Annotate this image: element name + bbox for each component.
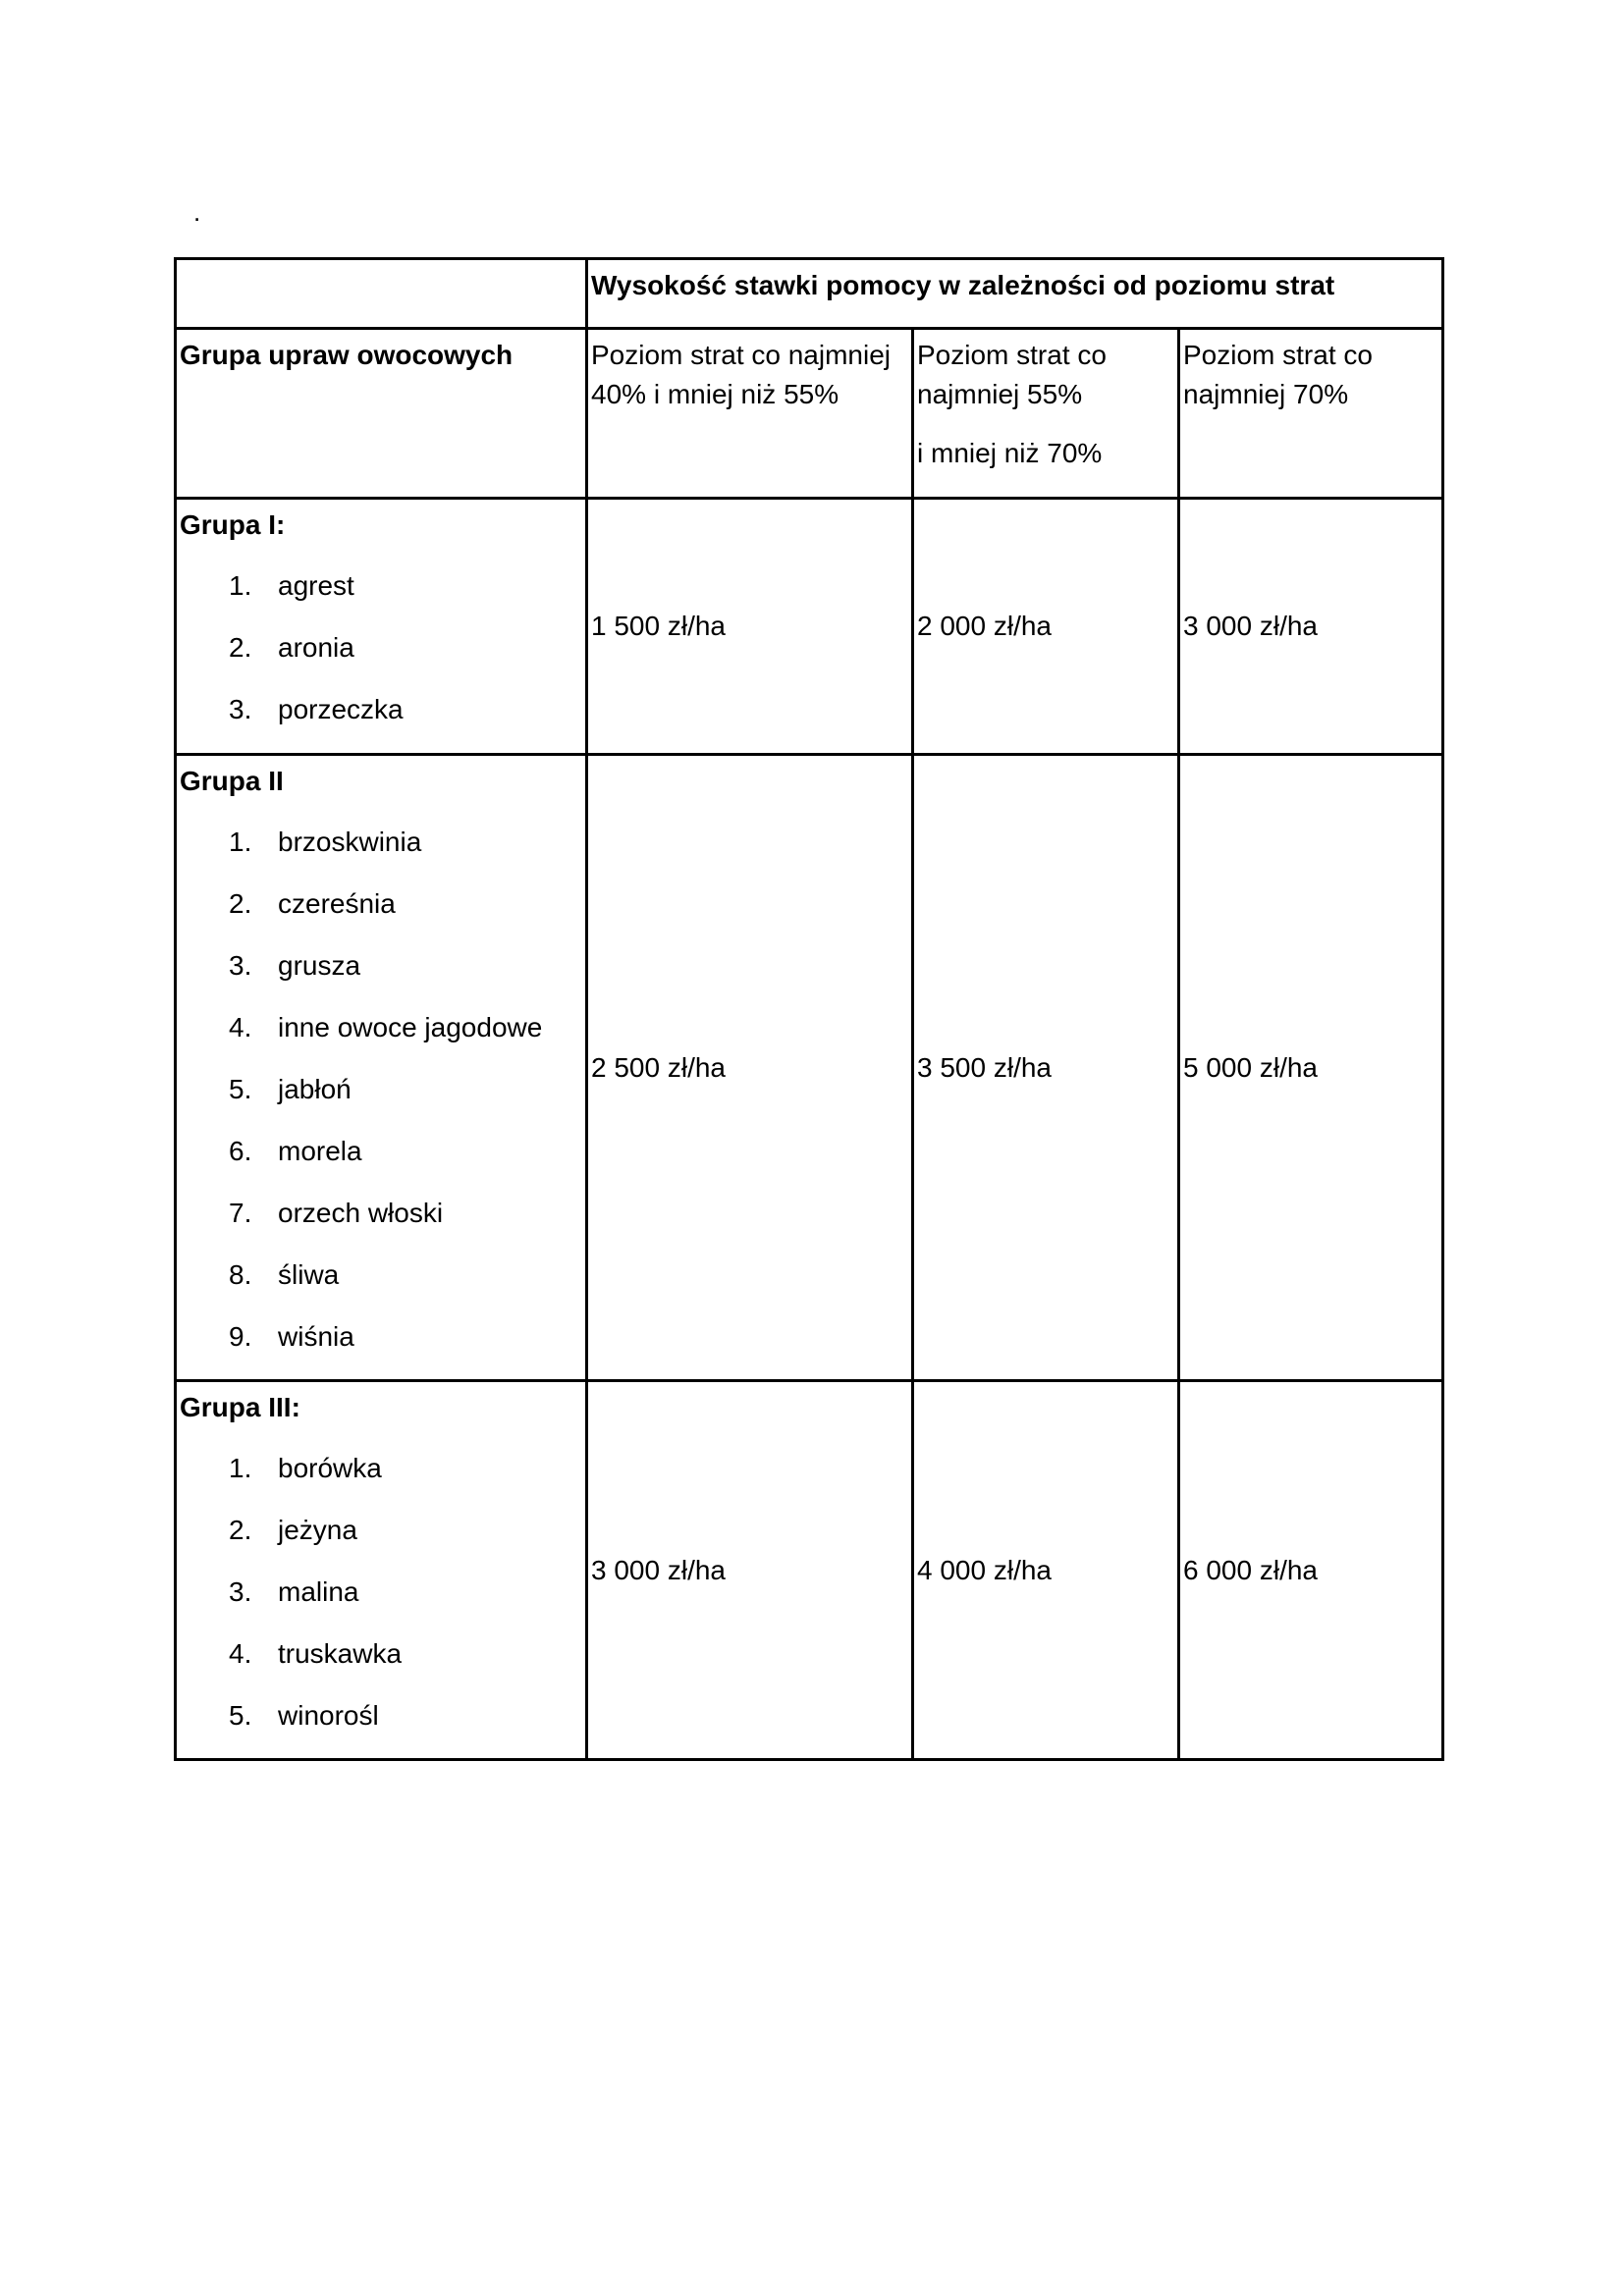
list-item (180, 1696, 585, 1758)
crop-name: borówka (278, 1453, 382, 1483)
loss-level-2-line1: Poziom strat co (917, 340, 1107, 370)
crop-group-cell (176, 1381, 587, 1760)
rate-cell: 1 500 zł/ha (587, 499, 913, 755)
rate-cell: 5 000 zł/ha (1179, 755, 1443, 1381)
loss-level-header-2 (913, 329, 1179, 499)
crop-list (180, 823, 585, 1379)
crop-name: jabłoń (278, 1074, 352, 1104)
crop-name: jeżyna (278, 1515, 357, 1545)
crop-name: czereśnia (278, 888, 396, 919)
table-row (176, 499, 1443, 755)
list-item (180, 1255, 585, 1317)
loss-level-1-line2: 40% i mniej niż 55% (591, 379, 839, 409)
rate-cell: 3 000 zł/ha (1179, 499, 1443, 755)
empty-corner-cell (176, 259, 587, 329)
list-number: 8. (229, 1259, 252, 1290)
crop-name: malina (278, 1576, 359, 1607)
list-number: 3. (229, 1576, 252, 1607)
loss-level-3-line1: Poziom strat co (1183, 340, 1373, 370)
list-number: 2. (229, 1515, 252, 1545)
list-item (180, 1317, 585, 1379)
aid-rate-table (174, 257, 1444, 1761)
table-row (176, 755, 1443, 1381)
crop-name: aronia (278, 632, 354, 663)
list-item (180, 1449, 585, 1511)
list-item (180, 628, 585, 690)
list-item (180, 1511, 585, 1573)
list-number: 3. (229, 950, 252, 981)
loss-level-header-3 (1179, 329, 1443, 499)
list-number: 2. (229, 632, 252, 663)
aid-rate-header: Wysokość stawki pomocy w zależności od poziomu strat (587, 259, 1443, 329)
crop-group-cell (176, 755, 587, 1381)
list-item (180, 823, 585, 884)
loss-level-2-line2: najmniej 55% (917, 379, 1083, 409)
group-title: Grupa III: (180, 1392, 300, 1422)
crop-group-cell (176, 499, 587, 755)
crop-name: inne owoce jagodowe (278, 1012, 543, 1042)
group-title: Grupa II (180, 766, 284, 796)
list-item (180, 566, 585, 628)
table-row (176, 1381, 1443, 1760)
list-number: 4. (229, 1638, 252, 1669)
crop-group-header: Grupa upraw owocowych (176, 329, 587, 499)
crop-name: agrest (278, 570, 354, 601)
table-header-row-levels (176, 329, 1443, 499)
list-number: 2. (229, 888, 252, 919)
group-title: Grupa I: (180, 509, 286, 540)
rate-cell: 4 000 zł/ha (913, 1381, 1179, 1760)
list-number: 5. (229, 1074, 252, 1104)
crop-name: winorośl (278, 1700, 379, 1731)
list-number: 6. (229, 1136, 252, 1166)
list-item (180, 1634, 585, 1696)
list-number: 1. (229, 827, 252, 857)
loss-level-3-line2: najmniej 70% (1183, 379, 1349, 409)
crop-name: grusza (278, 950, 361, 981)
leading-dot: . (193, 197, 201, 227)
crop-name: orzech włoski (278, 1198, 444, 1228)
rate-cell: 2 500 zł/ha (587, 755, 913, 1381)
list-item (180, 1573, 585, 1634)
list-number: 4. (229, 1012, 252, 1042)
list-item (180, 1132, 585, 1194)
list-item (180, 884, 585, 946)
crop-name: morela (278, 1136, 362, 1166)
crop-name: truskawka (278, 1638, 403, 1669)
crop-name: brzoskwinia (278, 827, 422, 857)
list-number: 9. (229, 1321, 252, 1352)
loss-level-2-line3: i mniej niż 70% (917, 438, 1103, 468)
list-number: 3. (229, 694, 252, 724)
list-number: 1. (229, 570, 252, 601)
rate-cell: 2 000 zł/ha (913, 499, 1179, 755)
crop-list (180, 566, 585, 752)
rate-cell: 6 000 zł/ha (1179, 1381, 1443, 1760)
list-number: 7. (229, 1198, 252, 1228)
list-item (180, 1008, 585, 1070)
loss-level-1-line1: Poziom strat co najmniej (591, 340, 892, 370)
table-header-row-top (176, 259, 1443, 329)
crop-name: wiśnia (278, 1321, 354, 1352)
crop-name: porzeczka (278, 694, 404, 724)
list-item (180, 690, 585, 752)
loss-level-header-1 (587, 329, 913, 499)
list-item (180, 1070, 585, 1132)
crop-name: śliwa (278, 1259, 340, 1290)
crop-list (180, 1449, 585, 1758)
list-item (180, 1194, 585, 1255)
list-number: 1. (229, 1453, 252, 1483)
list-item (180, 946, 585, 1008)
rate-cell: 3 500 zł/ha (913, 755, 1179, 1381)
list-number: 5. (229, 1700, 252, 1731)
rate-cell: 3 000 zł/ha (587, 1381, 913, 1760)
